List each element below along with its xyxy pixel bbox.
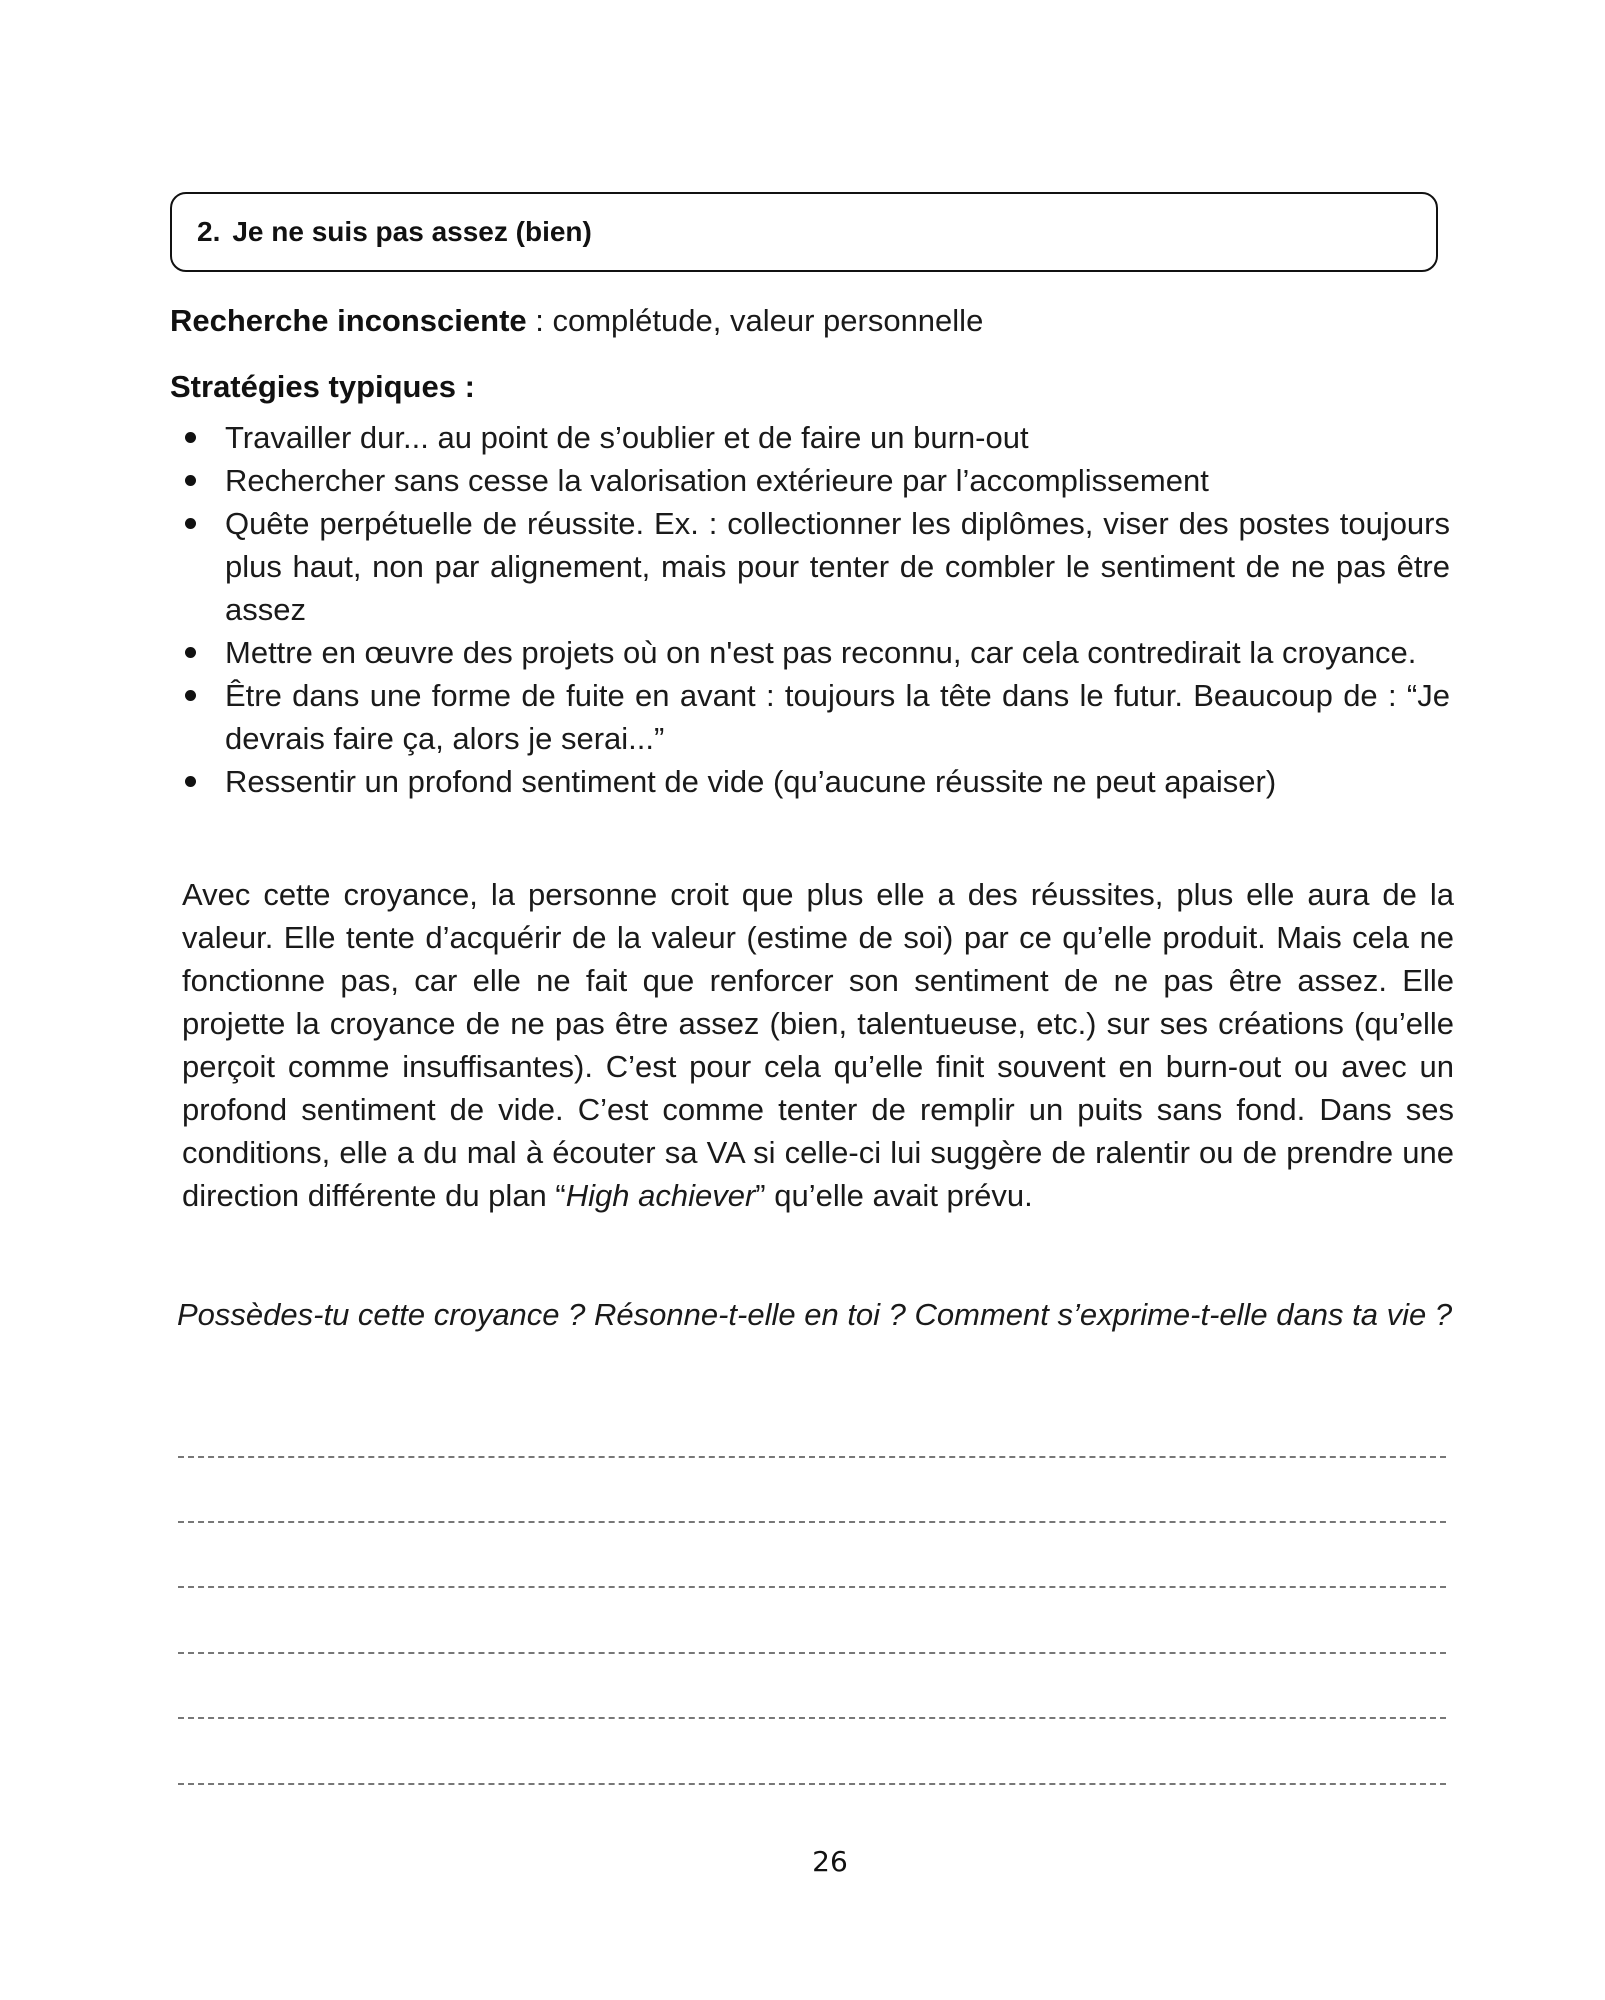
list-item xyxy=(182,502,1450,631)
list-item-text: Être dans une forme de fuite en avant : toujours la tête dans le futur. Beaucoup de : “Je devrais faire ça, alors je serai...” xyxy=(225,678,1450,756)
section-heading-box xyxy=(170,192,1438,272)
page-number: 26 xyxy=(812,1845,848,1878)
section-heading xyxy=(197,194,592,270)
paragraph-italic-term: High achiever xyxy=(565,1178,756,1213)
list-item-text: Ressentir un profond sentiment de vide (qu’aucune réussite ne peut apaiser) xyxy=(225,764,1277,799)
strategies-title: Stratégies typiques : xyxy=(170,369,475,404)
strategies-list xyxy=(182,416,1450,803)
bullet-icon xyxy=(185,432,196,443)
list-item xyxy=(182,459,1450,502)
bullet-icon xyxy=(185,518,196,529)
section-title: Je ne suis pas assez (bien) xyxy=(232,216,592,247)
bullet-icon xyxy=(185,647,196,658)
list-item xyxy=(182,760,1450,803)
section-number: 2. xyxy=(197,216,221,247)
bullet-icon xyxy=(185,776,196,787)
bullet-icon xyxy=(185,690,196,701)
unconscious-search-separator: : xyxy=(526,303,553,338)
list-item xyxy=(182,416,1450,459)
answer-line-3[interactable] xyxy=(178,1586,1446,1588)
list-item xyxy=(182,631,1450,674)
answer-line-2[interactable] xyxy=(178,1521,1446,1523)
list-item-text: Quête perpétuelle de réussite. Ex. : collectionner les diplômes, viser des postes toujours plus haut, non par alignement, mais pour tenter de combler le sentiment de ne pas être assez xyxy=(225,506,1450,627)
unconscious-search-value: complétude, valeur personnelle xyxy=(552,303,984,338)
paragraph-text-end: ” qu’elle avait prévu. xyxy=(755,1178,1033,1213)
explanation-paragraph xyxy=(182,873,1454,1217)
list-item-text: Mettre en œuvre des projets où on n'est pas reconnu, car cela contredirait la croyance. xyxy=(225,635,1417,670)
bullet-icon xyxy=(185,475,196,486)
answer-line-4[interactable] xyxy=(178,1652,1446,1654)
unconscious-search-line xyxy=(170,299,983,342)
reflection-question: Possèdes-tu cette croyance ? Résonne-t-elle en toi ? Comment s’exprime-t-elle dans ta vie ? xyxy=(177,1297,1453,1332)
paragraph-text: Avec cette croyance, la personne croit que plus elle a des réussites, plus elle aura de la valeur. Elle tente d’acquérir de la valeur (estime de soi) par ce qu’elle produit. Mais cela ne fonctionne pas, car elle ne fait que renforcer son sentiment de ne pas être assez. Elle projette la croyance de ne pas être assez (bien, talentueuse, etc.) sur ses créations (qu’elle perçoit comme insuffisantes). C’est pour cela qu’elle finit souvent en burn-out ou avec un profond sentiment de vide. C’est comme tenter de remplir un puits sans fond. Dans ses conditions, elle a du mal à écouter sa VA si celle-ci lui suggère de ralentir ou de prendre une direction différente du plan “ xyxy=(182,877,1454,1213)
answer-line-6[interactable] xyxy=(178,1783,1446,1785)
list-item xyxy=(182,674,1450,760)
list-item-text: Rechercher sans cesse la valorisation extérieure par l’accomplissement xyxy=(225,463,1209,498)
answer-line-1[interactable] xyxy=(178,1456,1446,1458)
answer-line-5[interactable] xyxy=(178,1717,1446,1719)
list-item-text: Travailler dur... au point de s’oublier et de faire un burn-out xyxy=(225,420,1029,455)
unconscious-search-label: Recherche inconsciente xyxy=(170,303,527,338)
